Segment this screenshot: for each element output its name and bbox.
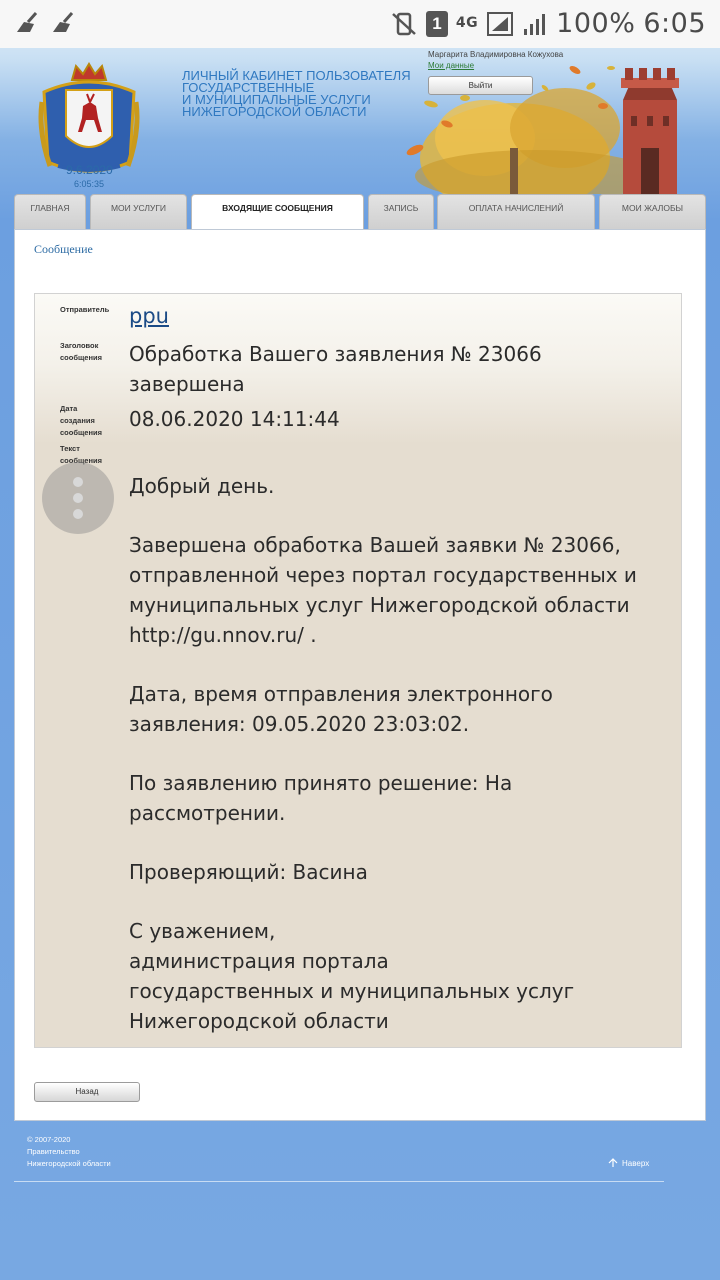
sender-value (129, 304, 169, 328)
copyright-org: Нижегородской области (27, 1159, 111, 1168)
cleaner-icon-2 (50, 10, 76, 36)
message-card (34, 293, 682, 1048)
text-label-line: сообщения (60, 456, 102, 465)
body-paragraph: Дата, время отправления электронного заявления: 09.05.2020 23:03:02. (129, 681, 553, 736)
my-data-link[interactable]: Мои данные (428, 61, 475, 70)
sender-link[interactable]: ppu (129, 304, 169, 328)
coat-of-arms-logo[interactable] (38, 62, 140, 176)
message-body (129, 472, 649, 1036)
footer-divider (14, 1181, 664, 1182)
main-nav-tabs (14, 194, 706, 230)
floating-menu-button[interactable] (42, 462, 114, 534)
site-title-line: ГОСУДАРСТВЕННЫЕ (182, 80, 315, 95)
sim-icon: 1 (426, 11, 448, 37)
body-paragraph: Завершена обработка Вашей заявки № 23066, отправленной через портал государственных и муниципальных услуг Нижегородской области http://gu.nnov.ru/ . (129, 533, 637, 647)
text-label-line: Текст (60, 444, 80, 453)
arrow-up-icon (608, 1158, 618, 1168)
date-label-line: создания (60, 416, 95, 425)
copyright-years: © 2007-2020 (27, 1135, 71, 1144)
site-title[interactable] (182, 70, 427, 118)
scroll-to-top-link[interactable] (608, 1158, 649, 1168)
date-label (60, 403, 102, 439)
message-subject: Обработка Вашего заявления № 23066 завершена (129, 342, 542, 396)
body-signature-line: С уважением, (129, 919, 276, 944)
clock: 6:05 (643, 8, 706, 39)
body-greeting: Добрый день. (129, 474, 275, 498)
subject-label (60, 340, 102, 364)
tab-payments[interactable]: ОПЛАТА НАЧИСЛЕНИЙ (437, 194, 595, 230)
copyright-org: Правительство (27, 1147, 80, 1156)
breadcrumb: Сообщение (34, 242, 93, 256)
menu-dot-icon (73, 477, 83, 487)
tab-incoming-messages[interactable]: ВХОДЯЩИЕ СООБЩЕНИЯ (191, 194, 364, 231)
signal-icon (522, 11, 548, 37)
scroll-to-top-label: Наверх (622, 1158, 650, 1168)
tab-appointment[interactable]: ЗАПИСЬ (368, 194, 434, 230)
signal-box-icon (486, 11, 514, 37)
user-name: Маргарита Владимировна Кожухова (428, 50, 564, 59)
cleaner-icon (14, 10, 40, 36)
tab-my-services[interactable]: МОИ УСЛУГИ (90, 194, 187, 230)
tab-home[interactable]: ГЛАВНАЯ (14, 194, 86, 230)
status-bar (0, 0, 720, 48)
body-paragraph: По заявлению принято решение: На рассмотрении. (129, 770, 513, 825)
back-button[interactable]: Назад (34, 1082, 140, 1102)
network-type: 4G (455, 15, 479, 31)
site-header (0, 48, 720, 194)
body-signature-line: Нижегородской области (129, 1008, 389, 1033)
date-label-line: сообщения (60, 428, 102, 437)
menu-dot-icon (73, 509, 83, 519)
subject-label-line: Заголовок (60, 341, 99, 350)
content-panel (14, 229, 706, 1121)
body-signature-line: государственных и муниципальных услуг (129, 978, 575, 1003)
site-title-line: ЛИЧНЫЙ КАБИНЕТ ПОЛЬЗОВАТЕЛЯ (182, 68, 411, 83)
sender-label: Отправитель (60, 305, 110, 314)
date-label-line: Дата (60, 404, 78, 413)
current-date: 9.6.2020 (66, 163, 113, 177)
vibrate-mute-icon (390, 11, 418, 37)
subject-label-line: сообщения (60, 353, 102, 362)
body-signature-line: администрация портала (129, 949, 389, 974)
site-title-line: НИЖЕГОРОДСКОЙ ОБЛАСТИ (182, 104, 367, 119)
battery-level: 100% (556, 8, 636, 39)
site-title-line: И МУНИЦИПАЛЬНЫЕ УСЛУГИ (182, 92, 371, 107)
message-date: 08.06.2020 14:11:44 (129, 407, 340, 431)
footer-copyright (27, 1134, 111, 1170)
tab-my-complaints[interactable]: МОИ ЖАЛОБЫ (599, 194, 706, 230)
current-time: 6:05:35 (74, 179, 105, 189)
menu-dot-icon (73, 493, 83, 503)
body-paragraph: Проверяющий: Васина (129, 860, 368, 885)
logout-button[interactable]: Выйти (428, 76, 533, 95)
